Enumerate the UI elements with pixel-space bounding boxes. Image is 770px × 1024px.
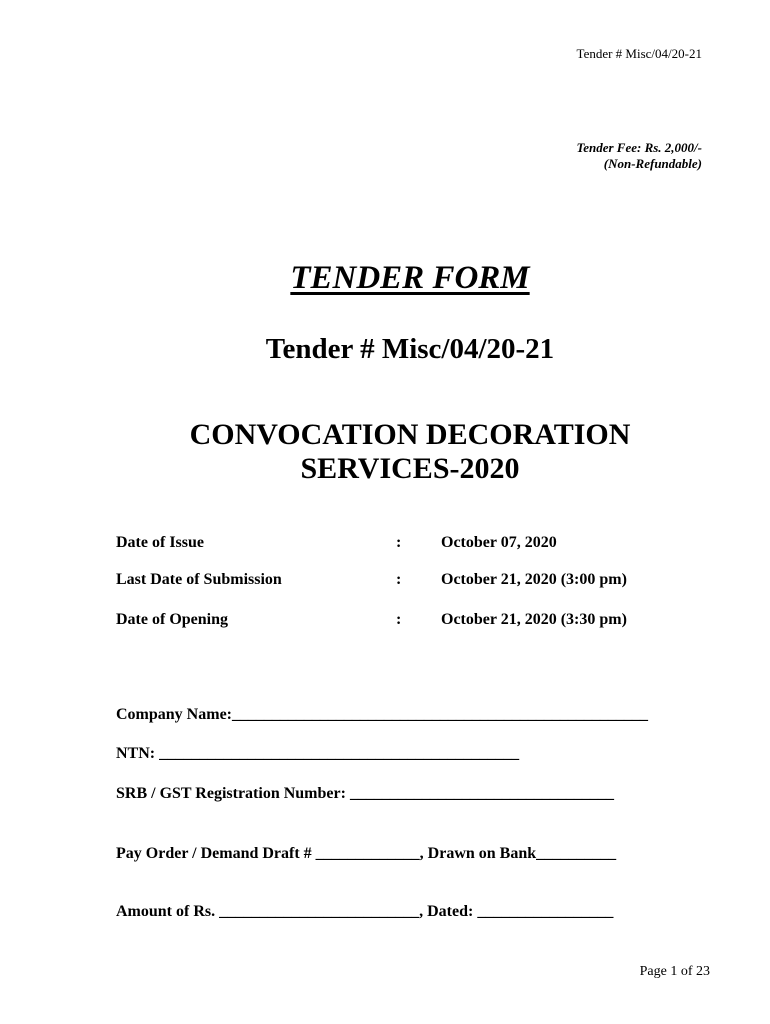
page-number: Page 1 of 23: [639, 964, 710, 979]
pay-order-field[interactable]: Pay Order / Demand Draft # _____________, Drawn on Bank__________: [116, 845, 617, 862]
project-title-line-1: CONVOCATION DECORATION: [189, 418, 631, 451]
tender-fee: Tender Fee: Rs. 2,000/-: [576, 140, 702, 155]
date-separator: :: [396, 571, 402, 588]
company-name-field[interactable]: Company Name:____________________________________________________: [116, 706, 648, 723]
date-value: October 21, 2020 (3:30 pm): [441, 611, 627, 628]
date-row-issue: [116, 534, 716, 556]
date-row-opening: [116, 611, 716, 633]
date-label: Date of Opening: [116, 611, 228, 628]
amount-field[interactable]: Amount of Rs. _________________________, Dated: _________________: [116, 903, 614, 920]
tender-fee-block: [576, 140, 702, 172]
date-separator: :: [396, 611, 402, 628]
tender-number: Tender # Misc/04/20-21: [265, 333, 555, 365]
header-reference: Tender # Misc/04/20-21: [576, 46, 702, 61]
document-title: TENDER FORM: [290, 260, 530, 296]
date-separator: :: [396, 534, 402, 551]
date-label: Last Date of Submission: [116, 571, 282, 588]
project-title-line-2: SERVICES-2020: [300, 452, 520, 485]
date-label: Date of Issue: [116, 534, 204, 551]
project-title: [0, 418, 770, 486]
non-refundable-note: (Non-Refundable): [603, 156, 702, 171]
date-value: October 07, 2020: [441, 534, 557, 551]
srb-gst-field[interactable]: SRB / GST Registration Number: _________________________________: [116, 785, 614, 802]
date-value: October 21, 2020 (3:00 pm): [441, 571, 627, 588]
date-row-submission: [116, 571, 716, 593]
ntn-field[interactable]: NTN: _____________________________________________: [116, 745, 520, 762]
